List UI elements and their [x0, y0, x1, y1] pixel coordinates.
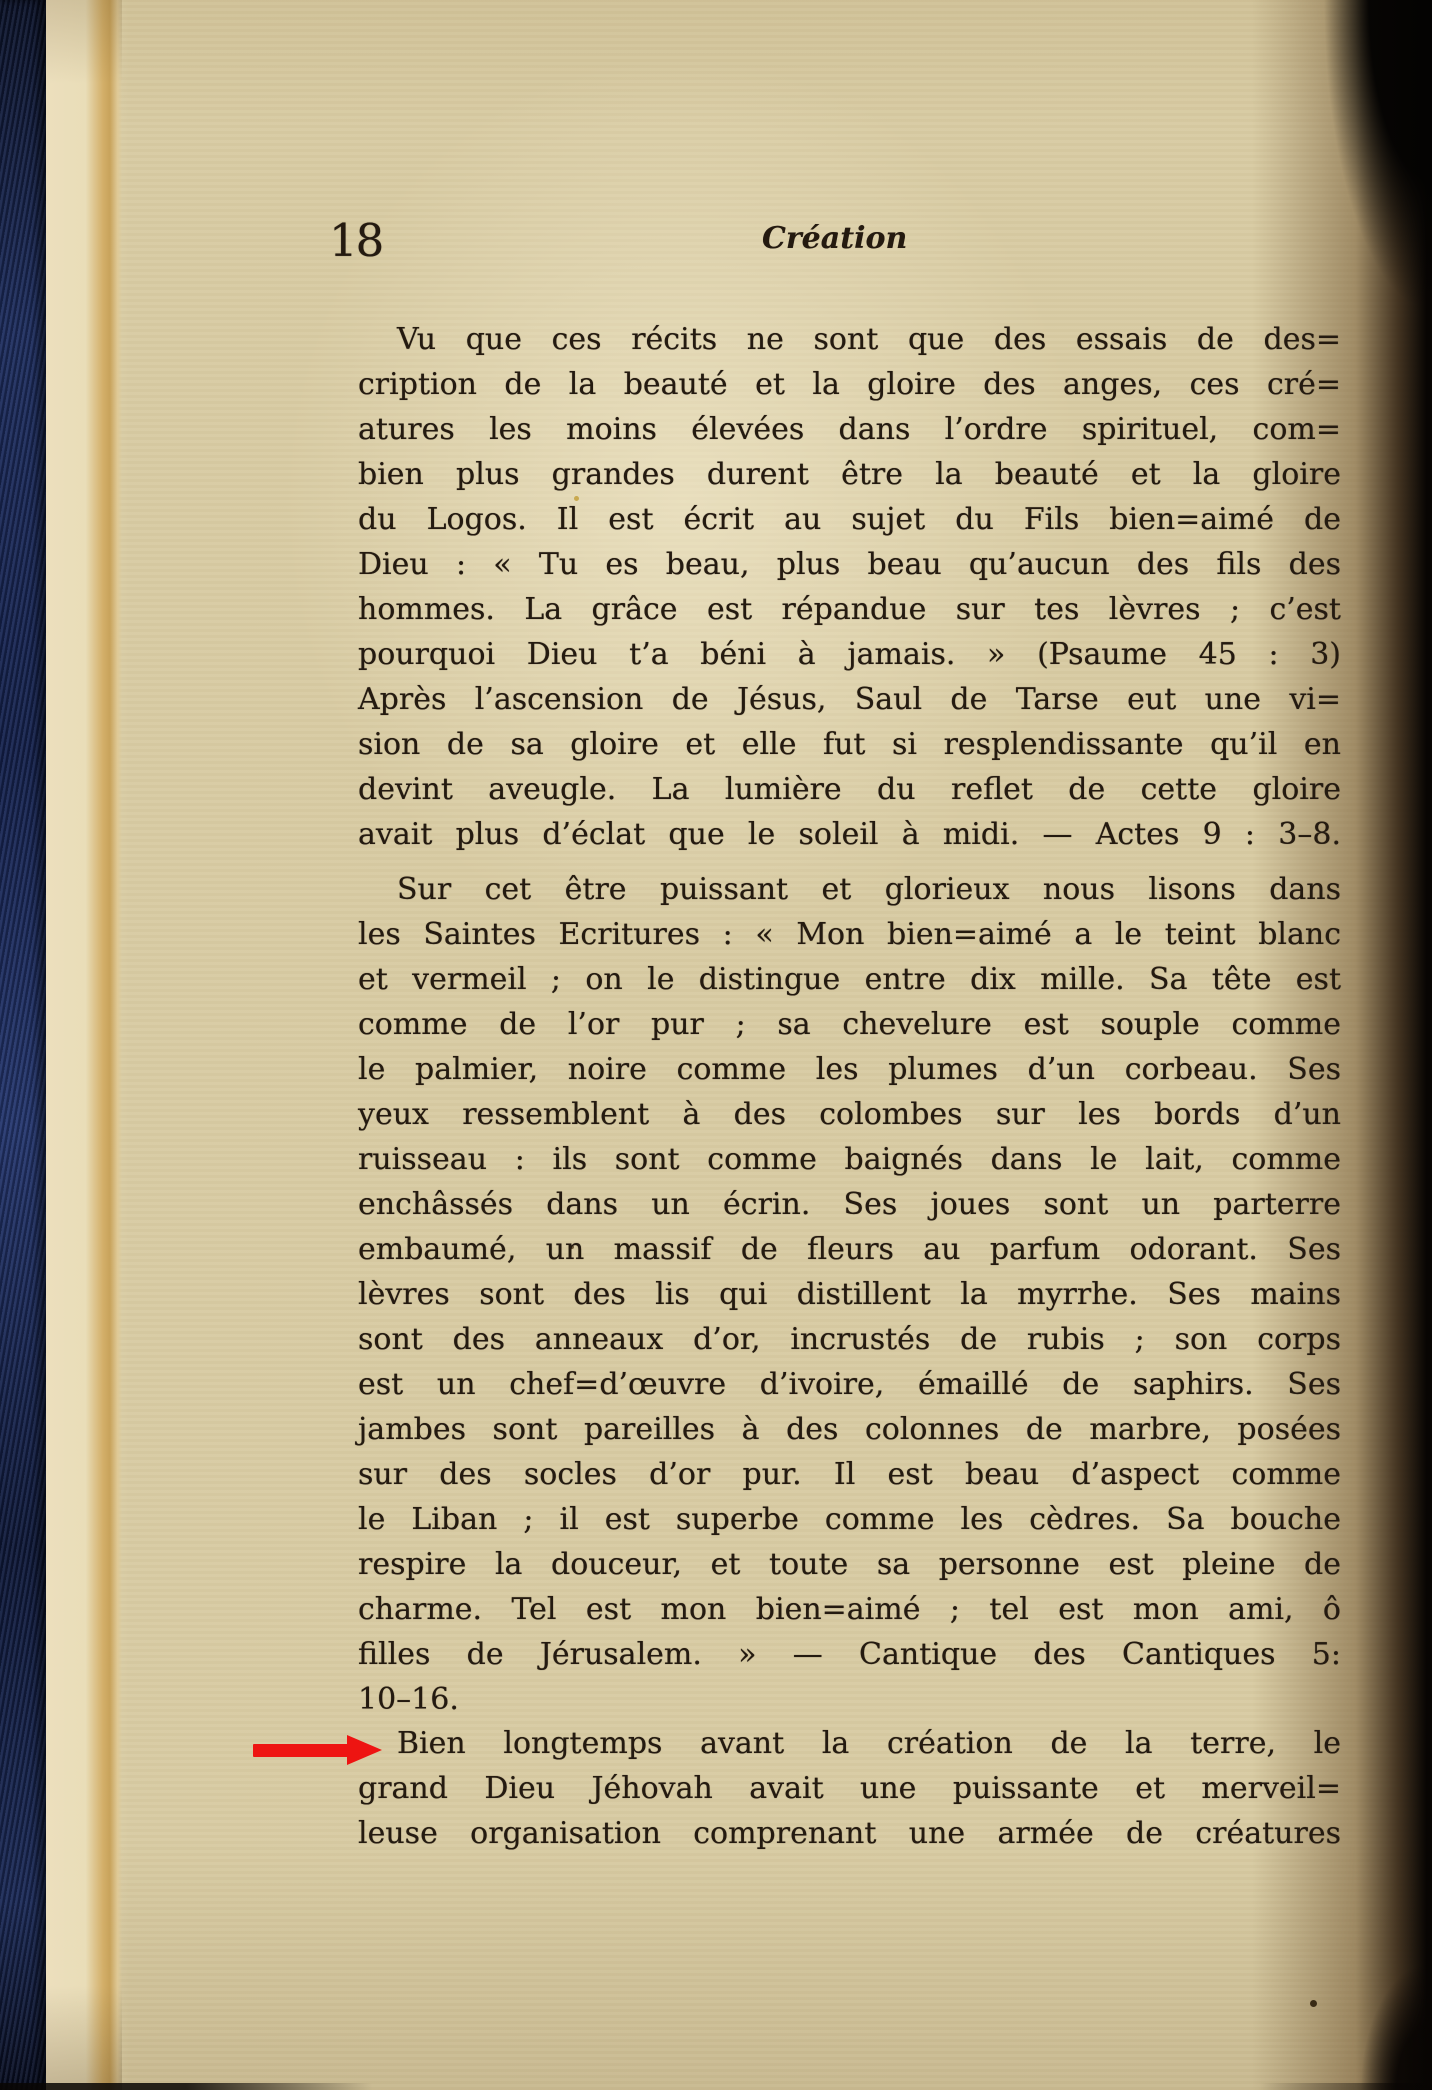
arrow-shaft: [253, 1744, 349, 1757]
text-line: yeux ressemblent à des colombes sur les bords d’un: [358, 1097, 1341, 1132]
text-line: 10–16.: [358, 1682, 459, 1717]
text-line: sur des socles d’or pur. Il est beau d’aspect comme: [358, 1457, 1341, 1492]
text-line: embaumé, un massif de fleurs au parfum odorant. Ses: [358, 1232, 1341, 1267]
text-line: le palmier, noire comme les plumes d’un corbeau. Ses: [358, 1052, 1341, 1087]
text-line: et vermeil ; on le distingue entre dix mille. Sa tête est: [358, 962, 1341, 997]
arrow-head-icon: [347, 1735, 382, 1765]
text-line: Sur cet être puissant et glorieux nous lisons dans: [397, 872, 1341, 907]
text-line: enchâssés dans un écrin. Ses joues sont un parterre: [358, 1187, 1341, 1222]
text-line: sont des anneaux d’or, incrustés de rubis ; son corps: [358, 1322, 1341, 1357]
text-line: cription de la beauté et la gloire des anges, ces cré=: [358, 367, 1341, 402]
text-line: pourquoi Dieu t’a béni à jamais. » (Psaume 45 : 3): [358, 637, 1341, 672]
text-line: est un chef=d’œuvre d’ivoire, émaillé de saphirs. Ses: [358, 1367, 1341, 1402]
paragraph-song-of-songs: [358, 867, 1341, 1722]
text-line: ruisseau : ils sont comme baignés dans le lait, comme: [358, 1142, 1341, 1177]
text-line: Bien longtemps avant la création de la terre, le: [397, 1726, 1341, 1761]
paragraph-angels-glory: [358, 317, 1341, 857]
paper-speck: [1310, 2000, 1317, 2007]
text-line: leuse organisation comprenant une armée de créatures: [358, 1816, 1341, 1851]
text-line: comme de l’or pur ; sa chevelure est souple comme: [358, 1007, 1341, 1042]
paragraph-before-creation: [358, 1721, 1341, 1856]
text-line: sion de sa gloire et elle fut si resplendissante qu’il en: [358, 727, 1341, 762]
text-line: grand Dieu Jéhovah avait une puissante et merveil=: [358, 1771, 1341, 1806]
text-line: jambes sont pareilles à des colonnes de marbre, posées: [358, 1412, 1341, 1447]
page-edge-stack: [46, 0, 122, 2090]
book-binding-cloth: [0, 0, 46, 2090]
text-line: le Liban ; il est superbe comme les cèdres. Sa bouche: [358, 1502, 1341, 1537]
text-line: bien plus grandes durent être la beauté et la gloire: [358, 457, 1341, 492]
photo-bottom-edge: [0, 2083, 1432, 2090]
text-line: filles de Jérusalem. » — Cantique des Cantiques 5:: [358, 1637, 1341, 1672]
text-line: charme. Tel est mon bien=aimé ; tel est mon ami, ô: [358, 1592, 1341, 1627]
text-line: Dieu : « Tu es beau, plus beau qu’aucun des fils des: [358, 547, 1341, 582]
text-line: Après l’ascension de Jésus, Saul de Tarse eut une vi=: [358, 682, 1341, 717]
page-number: 18: [329, 214, 383, 267]
text-line: les Saintes Ecritures : « Mon bien=aimé a le teint blanc: [358, 917, 1341, 952]
red-arrow-annotation: [253, 1735, 383, 1765]
text-line: du Logos. Il est écrit au sujet du Fils bien=aimé de: [358, 502, 1341, 537]
text-line: hommes. La grâce est répandue sur tes lèvres ; c’est: [358, 592, 1341, 627]
text-line: lèvres sont des lis qui distillent la myrrhe. Ses mains: [358, 1277, 1341, 1312]
text-line: devint aveugle. La lumière du reflet de cette gloire: [358, 772, 1341, 807]
text-line: avait plus d’éclat que le soleil à midi. — Actes 9 : 3–8.: [358, 817, 1341, 852]
text-line: atures les moins élevées dans l’ordre spirituel, com=: [358, 412, 1341, 447]
text-line: Vu que ces récits ne sont que des essais de des=: [397, 322, 1341, 357]
running-header-title: Création: [762, 221, 908, 256]
text-line: respire la douceur, et toute sa personne est pleine de: [358, 1547, 1341, 1582]
